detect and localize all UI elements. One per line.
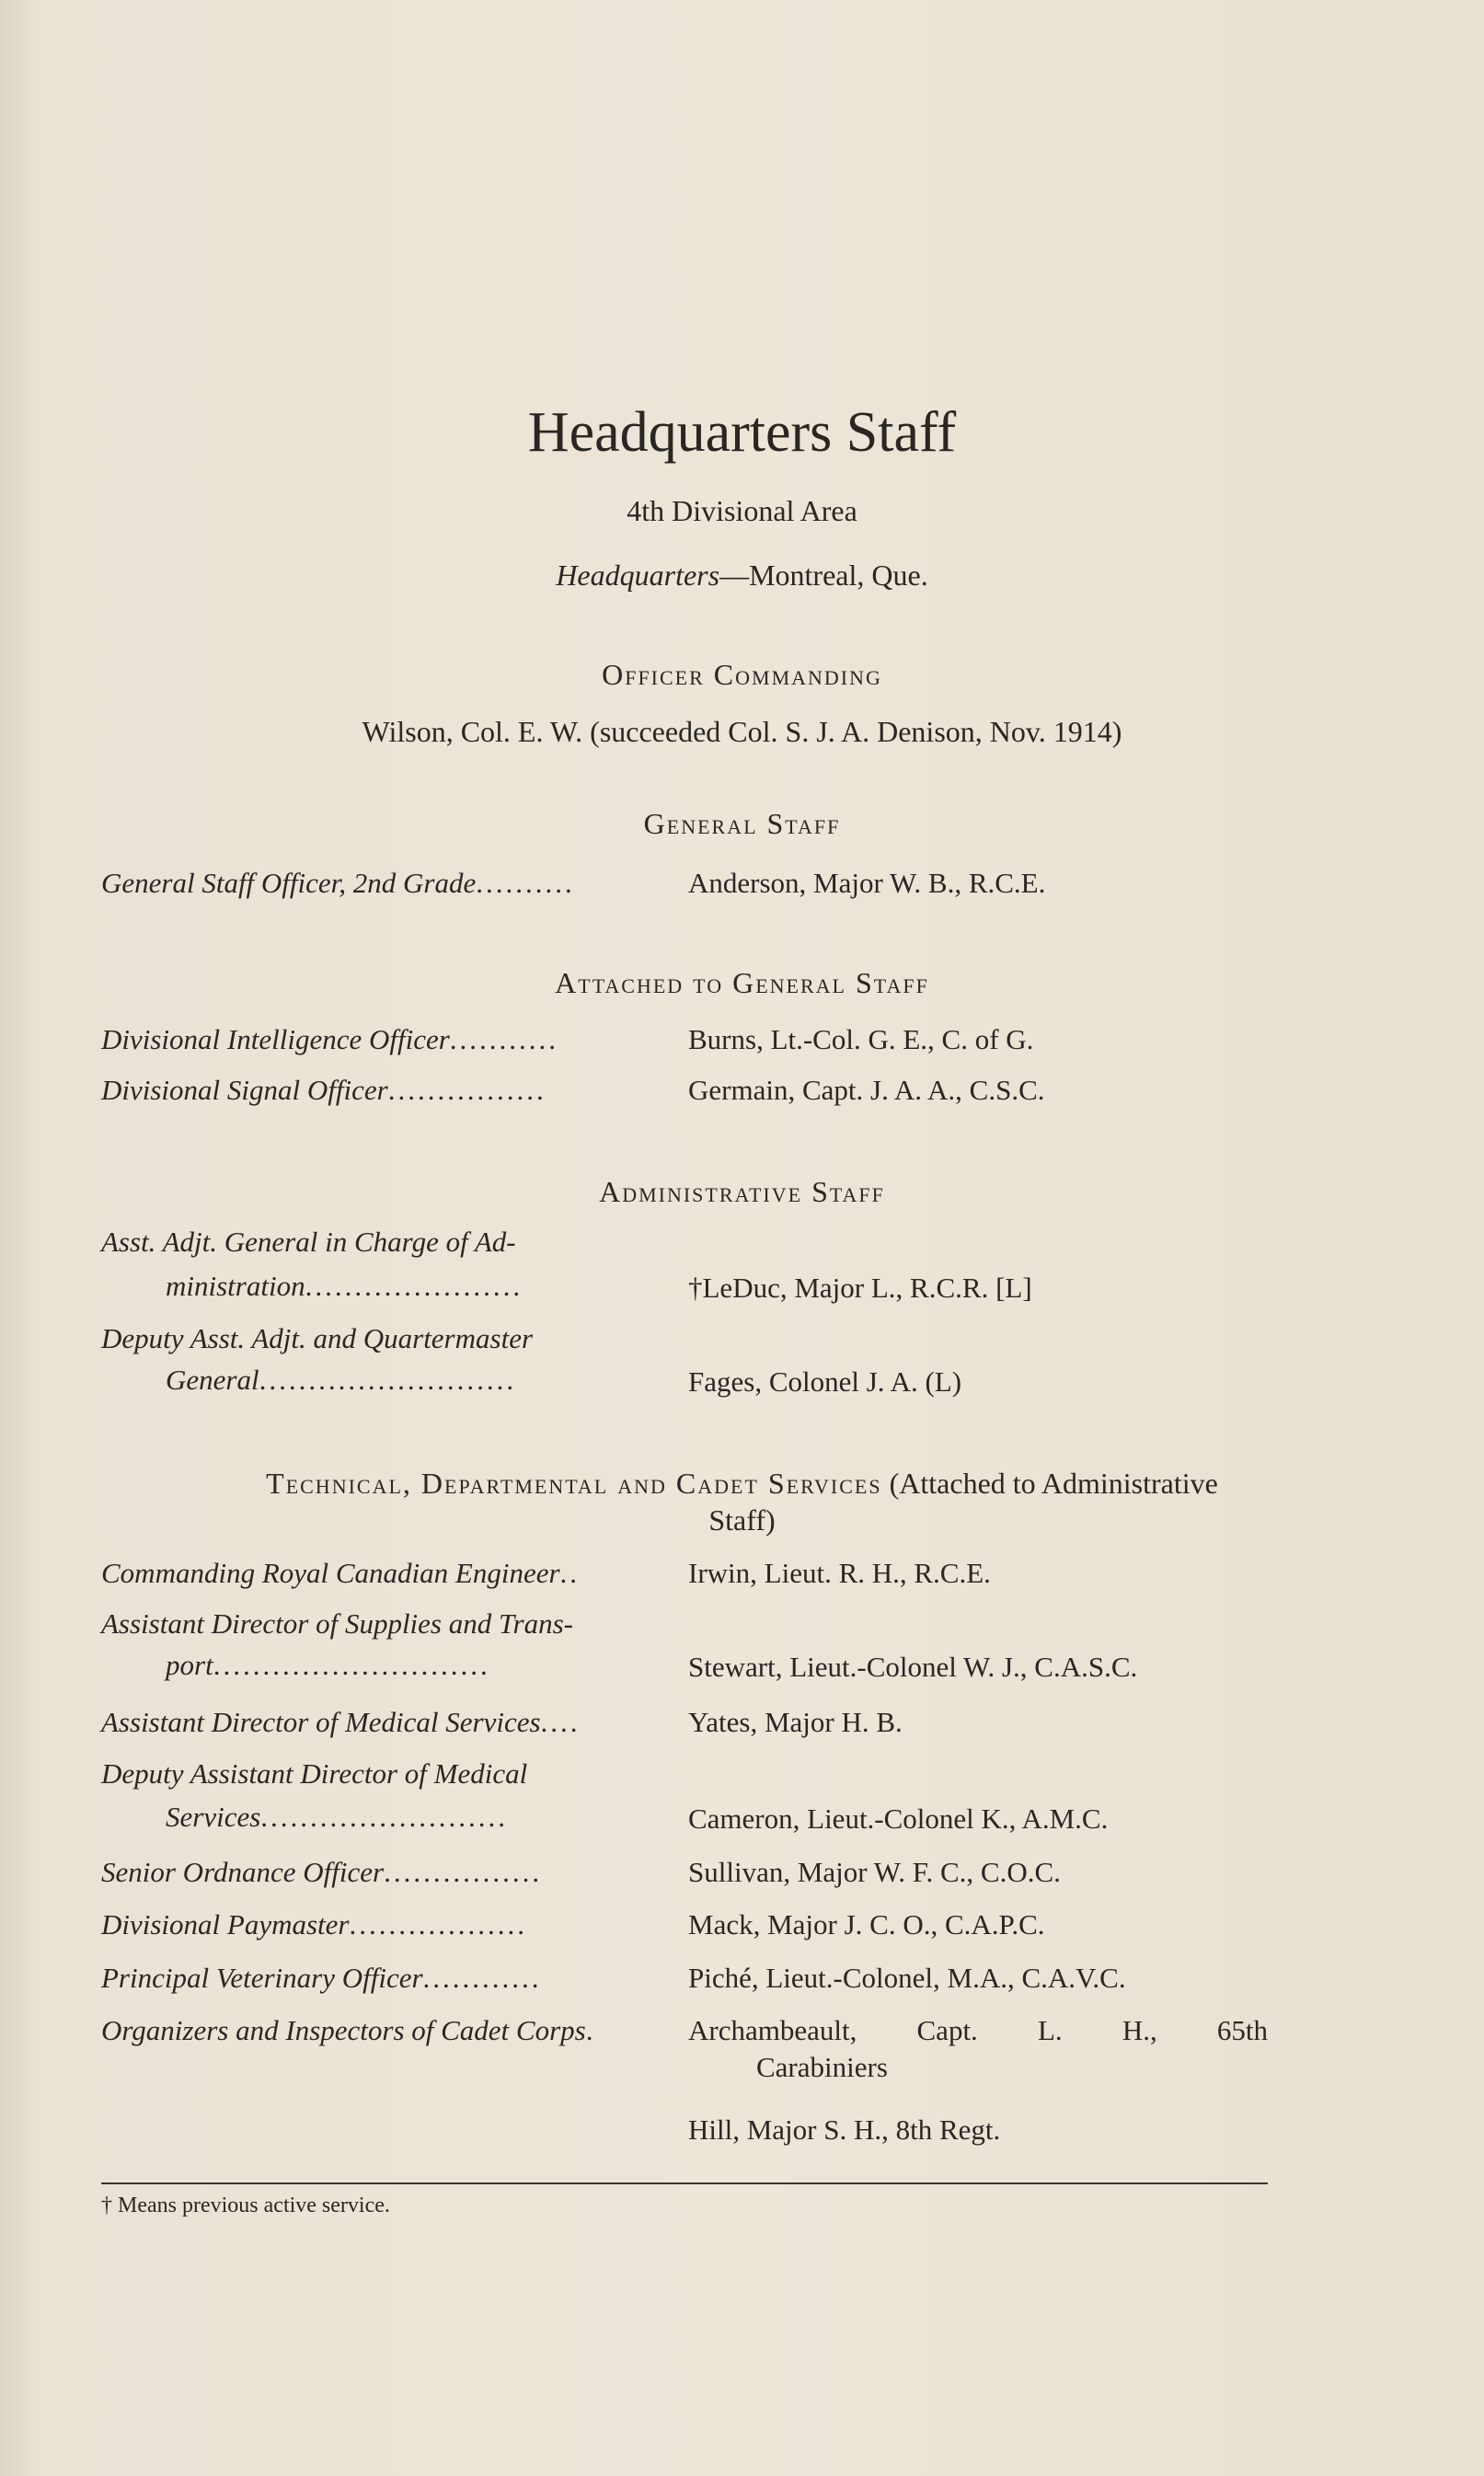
leader-dots: ............................ — [213, 1649, 490, 1681]
officer-commanding-text: Wilson, Col. E. W. (succeeded Col. S. J. A. Denison, Nov. 1914) — [362, 715, 1122, 748]
entry-name: †LeDuc, Major L., R.C.R. [L] — [688, 1272, 1032, 1304]
entry-name: Irwin, Lieut. R. H., R.C.E. — [688, 1557, 991, 1589]
entry-name: Archambeault, Capt. L. H., 65th — [688, 2014, 1268, 2046]
entry-title-line1: Assistant Director of Supplies and Trans- — [101, 1607, 573, 1640]
entry-title — [101, 1072, 546, 1109]
entry-name: Germain, Capt. J. A. A., C.S.C. — [688, 1074, 1045, 1106]
title-text: Commanding Royal Canadian Engineer — [101, 1557, 560, 1589]
entry-name: Anderson, Major W. B., R.C.E. — [688, 867, 1046, 899]
leader-dots: ................ — [387, 1074, 546, 1106]
entry-title — [101, 1906, 527, 1943]
entry-name: Mack, Major J. C. O., C.A.P.C. — [688, 1908, 1045, 1940]
heading-text: Technical, Departmental and Cadet Services — [266, 1467, 882, 1500]
entry-name: Cameron, Lieut.-Colonel K., A.M.C. — [688, 1802, 1109, 1835]
title-text: Divisional Intelligence Officer — [101, 1023, 450, 1055]
entry-title — [101, 1854, 542, 1891]
entry-title — [101, 1555, 580, 1592]
leader-dots: .......................... — [259, 1364, 517, 1396]
section-heading-administrative-staff: Administrative Staff — [599, 1175, 885, 1208]
title-text: ministration — [166, 1270, 305, 1302]
section-heading-technical-services-line2: Staff) — [708, 1503, 776, 1537]
section-heading-officer-commanding: Officer Commanding — [602, 658, 882, 691]
title-text: Assistant Director of Medical Services — [101, 1706, 541, 1738]
leader-dots: ........... — [449, 1023, 559, 1055]
headquarters-line — [0, 557, 1484, 593]
title-text: General — [166, 1364, 259, 1396]
title-text: port — [166, 1649, 213, 1681]
leader-dots: ............ — [422, 1962, 542, 1994]
page-title: Headquarters Staff — [527, 401, 957, 464]
section-heading-technical-services — [0, 1465, 1484, 1502]
entry-title — [101, 865, 575, 902]
title-text: Services — [166, 1801, 261, 1833]
section-heading-general-staff: General Staff — [643, 807, 841, 840]
leader-dots: ......................... — [260, 1801, 509, 1833]
entry-name-line2: Carabiniers — [756, 2051, 888, 2083]
section-heading-attached-general-staff: Attached to General Staff — [555, 966, 929, 999]
area-subtitle: 4th Divisional Area — [627, 494, 857, 527]
title-text: General Staff Officer, 2nd Grade — [101, 867, 477, 899]
title-text: Senior Ordnance Officer — [101, 1856, 385, 1888]
entry-name: Stewart, Lieut.-Colonel W. J., C.A.S.C. — [688, 1651, 1138, 1683]
title-text: Organizers and Inspectors of Cadet Corps — [101, 2014, 586, 2046]
title-text: Divisional Paymaster — [101, 1908, 350, 1940]
leader-dots: ................ — [384, 1856, 543, 1888]
title-text: Principal Veterinary Officer — [101, 1962, 423, 1994]
entry-name: Yates, Major H. B. — [688, 1706, 903, 1738]
entry-title-line2 — [166, 1799, 508, 1836]
entry-title — [101, 1960, 542, 1997]
entry-title-line1: Deputy Assistant Director of Medical — [101, 1757, 528, 1790]
entry-name: Piché, Lieut.-Colonel, M.A., C.A.V.C. — [688, 1962, 1126, 1994]
entry-title-line1: Asst. Adjt. General in Charge of Ad- — [101, 1226, 516, 1258]
entry-title-line1: Deputy Asst. Adjt. and Quartermaster — [101, 1322, 534, 1354]
entry-title-line2 — [166, 1268, 523, 1305]
leader-dots: . — [585, 2014, 596, 2046]
footnote-rule — [101, 2182, 1268, 2184]
entry-title-line2 — [166, 1647, 490, 1684]
entry-title — [101, 1704, 581, 1741]
entry-title-line2 — [166, 1362, 516, 1399]
leader-dots: ...................... — [305, 1270, 523, 1302]
entry-title — [101, 2012, 595, 2049]
title-text: Divisional Signal Officer — [101, 1074, 388, 1106]
leader-dots: .................. — [349, 1908, 527, 1940]
leader-dots: .......... — [476, 867, 575, 899]
entry-name: Burns, Lt.-Col. G. E., C. of G. — [688, 1023, 1034, 1055]
entry-name: Fages, Colonel J. A. (L) — [688, 1365, 962, 1398]
leader-dots: .. — [559, 1557, 581, 1589]
headquarters-value: —Montreal, Que. — [719, 559, 928, 592]
entry-name: Sullivan, Major W. F. C., C.O.C. — [688, 1856, 1061, 1888]
headquarters-label: Headquarters — [556, 559, 720, 592]
entry-title — [101, 1021, 558, 1058]
leader-dots: .... — [540, 1706, 581, 1738]
heading-suffix: (Attached to Administrative — [881, 1467, 1218, 1500]
footnote: † Means previous active service. — [101, 2194, 390, 2217]
entry-name: Hill, Major S. H., 8th Regt. — [688, 2113, 1001, 2146]
